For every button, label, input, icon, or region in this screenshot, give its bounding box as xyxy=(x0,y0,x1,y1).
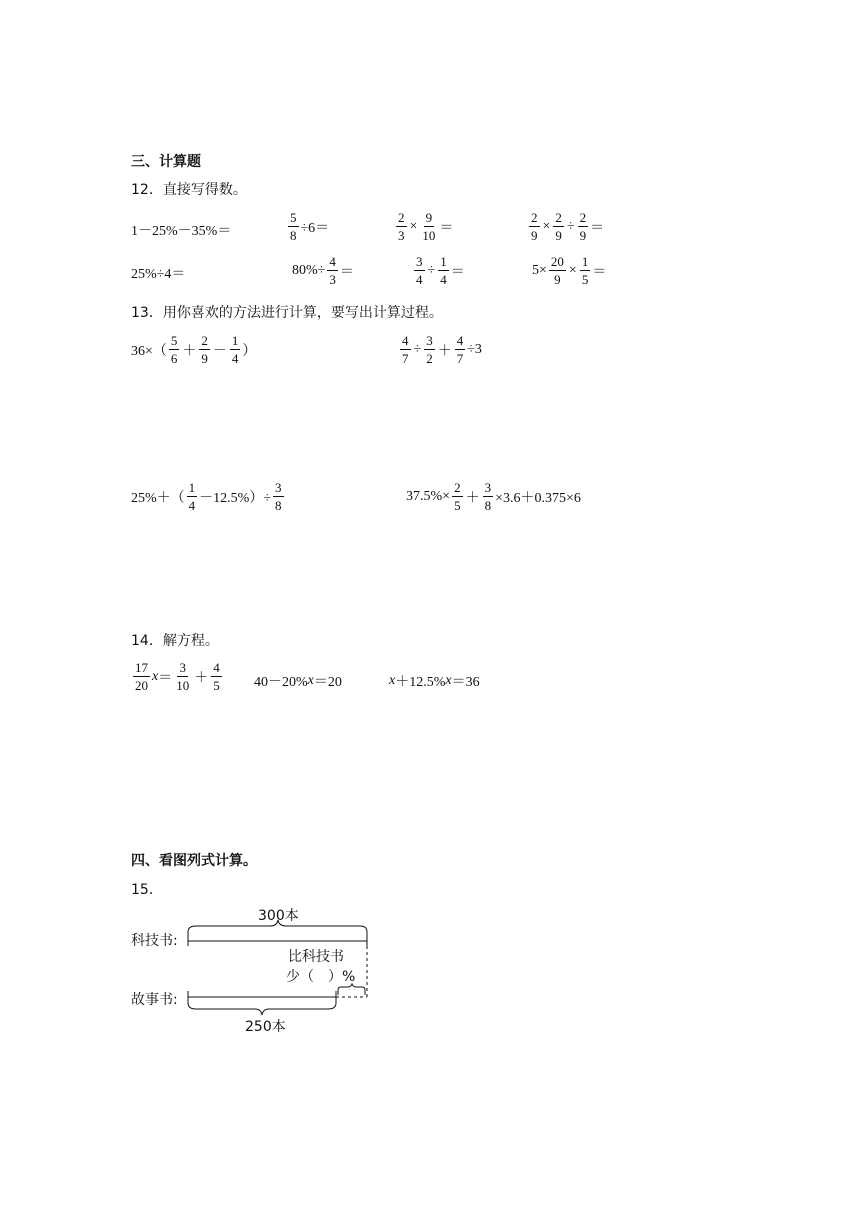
variable: x xyxy=(152,668,159,684)
operator: － xyxy=(212,343,227,359)
variable: x xyxy=(389,673,396,688)
diagram-label-sci: 科技书: xyxy=(131,933,178,949)
expr-text: 25%＋（ xyxy=(131,490,185,506)
top-brace xyxy=(188,920,367,932)
operator: × xyxy=(568,262,577,278)
remainder-brace xyxy=(338,984,365,995)
operator: ＋ xyxy=(182,343,197,359)
fraction: $\frac{3}{8}$ xyxy=(484,480,492,513)
operator: ÷ xyxy=(566,218,575,234)
fraction: $\frac{3}{4}$ xyxy=(416,254,423,287)
expr-text: 80%÷ xyxy=(292,262,326,278)
fraction: $\frac{2}{9}$ xyxy=(201,333,208,366)
fraction: $\frac{1}{4}$ xyxy=(188,480,196,513)
fraction: $\frac{4}{3}$ xyxy=(329,254,336,287)
fraction: $\frac{2}{9}$ xyxy=(531,210,538,243)
fraction: $\frac{4}{7}$ xyxy=(402,333,409,366)
equals: ＝ xyxy=(158,670,173,686)
fraction: $\frac{2}{9}$ xyxy=(555,210,562,243)
fraction: $\frac{1}{5}$ xyxy=(581,254,589,287)
expr-text: 1－25%－35%＝ xyxy=(131,224,232,239)
operator: × xyxy=(542,218,551,234)
section-title: 四、看图列式计算。 xyxy=(131,853,257,869)
expr-text: 25%÷4＝ xyxy=(131,267,186,282)
fraction: $\frac{17}{20}$ xyxy=(135,660,148,693)
equals: ＝ xyxy=(439,220,454,236)
question-12-prompt: 12．直接写得数。 xyxy=(131,182,247,198)
fraction: $\frac{20}{9}$ xyxy=(550,254,564,287)
operator: × xyxy=(409,218,418,234)
expr-text: ＝20 xyxy=(313,675,342,690)
expr-text: 40－20% xyxy=(254,675,308,690)
equals: ＝ xyxy=(450,264,465,280)
operator: ＋ xyxy=(437,343,452,359)
equals: ＝ xyxy=(592,264,607,280)
expr-text: ） xyxy=(242,343,257,359)
diagram-top-value: 300本 xyxy=(258,908,299,924)
fraction: $\frac{5}{8}$ xyxy=(290,210,297,243)
operator: ÷ xyxy=(427,262,436,278)
equals: ＝ xyxy=(590,220,605,236)
fraction: $\frac{3}{8}$ xyxy=(275,480,282,513)
fraction: $\frac{1}{4}$ xyxy=(440,254,447,287)
operator: ÷ xyxy=(413,341,422,357)
fraction: $\frac{2}{5}$ xyxy=(454,480,461,513)
question-14-prompt: 14．解方程。 xyxy=(131,633,219,649)
expr-text: ＝36 xyxy=(451,675,480,690)
fraction: $\frac{5}{6}$ xyxy=(170,333,178,366)
expr-text: ÷6＝ xyxy=(300,220,330,236)
expr-text: －12.5%）÷ xyxy=(199,490,272,506)
fraction: $\frac{2}{3}$ xyxy=(398,210,405,243)
expr-text: 37.5%× xyxy=(406,488,451,504)
diagram-note-line2: 少（ ）% xyxy=(286,969,356,985)
equals: ＝ xyxy=(339,264,354,280)
fraction: $\frac{4}{7}$ xyxy=(456,333,464,366)
expr-text: 5× xyxy=(532,262,547,278)
expr-text: ÷3 xyxy=(467,341,482,357)
fraction: $\frac{1}{4}$ xyxy=(231,333,239,366)
diagram-note-line1: 比科技书 xyxy=(288,949,344,965)
diagram-bottom-value: 250本 xyxy=(245,1019,286,1035)
question-13-prompt: 13．用你喜欢的方法进行计算，要写出计算过程。 xyxy=(131,305,443,321)
fraction: $\frac{2}{9}$ xyxy=(579,210,587,243)
expr-text: 36×（ xyxy=(131,343,167,359)
section-title: 三、计算题 xyxy=(131,154,201,170)
expr-text: ＋12.5% xyxy=(395,675,446,690)
operator: ＋ xyxy=(194,670,209,686)
fraction: $\frac{3}{2}$ xyxy=(426,333,433,366)
operator: ＋ xyxy=(465,490,480,506)
expr-text: ×3.6＋0.375×6 xyxy=(495,490,581,506)
fraction: $\frac{4}{5}$ xyxy=(213,660,220,693)
diagram-label-story: 故事书: xyxy=(131,992,178,1008)
variable: x xyxy=(307,673,314,688)
question-15-number: 15． xyxy=(131,882,163,898)
fraction: $\frac{3}{10}$ xyxy=(176,660,190,693)
fraction: $\frac{9}{10}$ xyxy=(422,210,436,243)
bottom-brace xyxy=(188,1003,336,1015)
variable: x xyxy=(445,673,452,688)
